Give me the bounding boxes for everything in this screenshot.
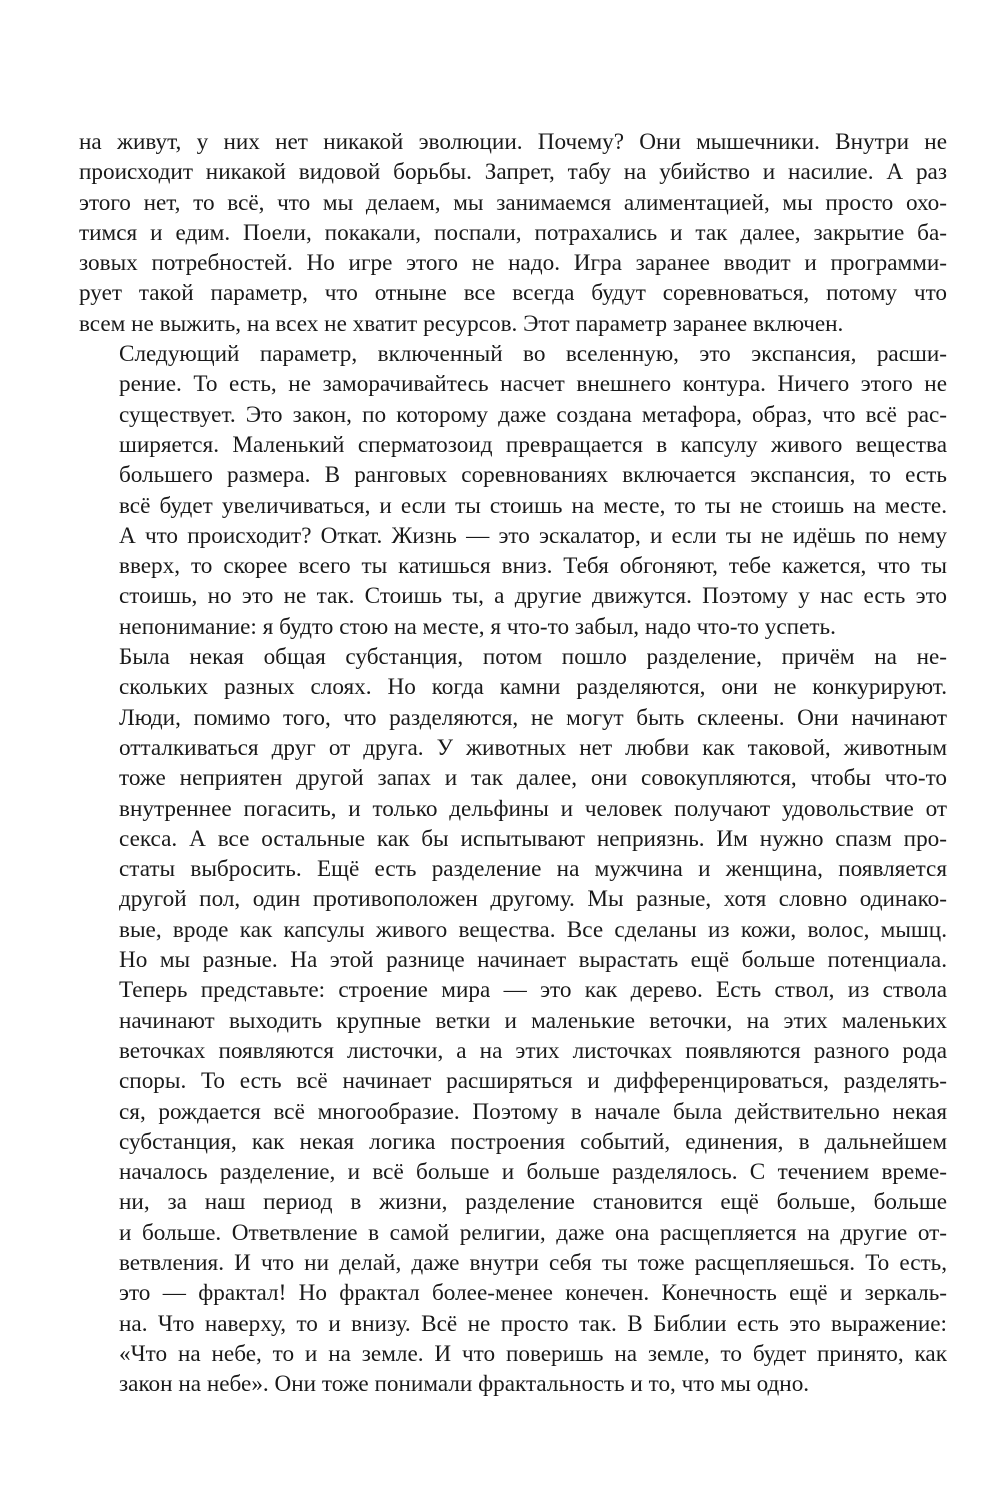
text-line: ветвления. И что ни делай, даже внутри себя ты тоже расщепляешься. То есть, [119,1249,947,1276]
text-line: ся, рождается всё многообразие. Поэтому в начале была действительно некая [119,1098,947,1125]
text-line: всем не выжить, на всех не хватит ресурсов. Этот параметр заранее включен. [79,310,844,337]
text-line: ни, за наш период в жизни, разделение становится ещё больше, больше [119,1189,947,1216]
text-line: большего размера. В ранговых соревнованиях включается экспансия, то есть [119,462,947,489]
text-line: рует такой параметр, что отныне все всегда будут соревноваться, потому что [79,280,947,307]
text-line: на. Что наверху, то и внизу. Всё не просто так. В Библии есть это выражение: [119,1310,947,1337]
text-line: и больше. Ответвление в самой религии, даже она расщепляется на другие от- [119,1219,947,1246]
text-line: споры. То есть всё начинает расширяться и дифференцироваться, разделять- [119,1068,947,1095]
text-line: тимся и едим. Поели, покакали, поспали, потрахались и так далее, закрытие ба- [79,219,947,246]
text-line: Теперь представьте: строение мира — это как дерево. Есть ствол, из ствола [119,977,947,1004]
text-line: секса. А все остальные как бы испытывают неприязнь. Им нужно спазм про- [119,825,947,852]
paragraph-1 [79,127,947,339]
text-line: Была некая общая субстанция, потом пошло разделение, причём на не- [119,644,947,671]
text-line: зовых потребностей. Но игре этого не надо. Игра заранее вводит и программи- [79,250,947,277]
text-line: рение. То есть, не заморачивайтесь насчет внешнего контура. Ничего этого не [119,371,947,398]
text-line: статы выбросить. Ещё есть разделение на мужчина и женщина, появляется [119,856,947,883]
text-line: происходит никакой видовой борьбы. Запрет, табу на убийство и насилие. А раз [79,159,947,186]
paragraph-2 [79,339,947,642]
text-line: тоже неприятен другой запах и так далее, они совокупляются, чтобы что-то [119,765,947,792]
text-line: субстанция, как некая логика построения событий, единения, в дальнейшем [119,1128,947,1155]
text-line: «Что на небе, то и на земле. И что поверишь на земле, то будет принято, как [119,1340,947,1367]
text-line: ширяется. Маленький сперматозоид превращается в капсулу живого вещества [119,431,947,458]
text-line: другой пол, один противоположен другому. Мы разные, хотя словно одинако- [119,886,947,913]
text-line: Следующий параметр, включенный во вселенную, это экспансия, расши- [119,341,947,368]
text-line: непонимание: я будто стою на месте, я что-то забыл, надо что-то успеть. [119,613,836,640]
text-line: веточках появляются листочки, а на этих листочках появляются разного рода [119,1037,947,1064]
text-line: всё будет увеличиваться, и если ты стоишь на месте, то ты не стоишь на месте. [119,492,947,519]
text-line: на живут, у них нет никакой эволюции. Почему? Они мышечники. Внутри не [79,129,947,155]
text-line: этого нет, то всё, что мы делаем, мы занимаемся алиментацией, мы просто охо- [79,189,947,216]
text-line: внутреннее погасить, и только дельфины и человек получают удовольствие от [119,795,947,822]
text-line: вверх, то скорее всего ты катишься вниз. Тебя обгоняют, тебе кажется, что ты [119,553,947,580]
text-line: Люди, помимо того, что разделяются, не могут быть склеены. Они начинают [119,704,947,731]
text-line: начинают выходить крупные ветки и маленькие веточки, на этих маленьких [119,1007,947,1034]
text-line: скольких разных слоях. Но когда камни разделяются, они не конкурируют. [119,674,947,701]
text-line: вые, вроде как капсулы живого вещества. Все сделаны из кожи, волос, мышц. [119,916,947,943]
text-line: А что происходит? Откат. Жизнь — это эскалатор, и если ты не идёшь по нему [119,522,947,549]
text-line: отталкиваться друг от друга. У животных нет любви как таковой, животным [119,734,947,761]
text-line: Но мы разные. На этой разнице начинает вырастать ещё больше потенциала. [119,947,947,974]
text-line: началось разделение, и всё больше и больше разделялось. С течением време- [119,1159,947,1186]
text-line: закон на небе». Они тоже понимали фрактальность и то, что мы одно. [119,1371,810,1398]
text-line: существует. Это закон, по которому даже создана метафора, образ, что всё рас- [119,401,947,428]
text-line: стоишь, но это не так. Стоишь ты, а другие движутся. Поэтому у нас есть это [119,583,947,610]
paragraph-3 [79,642,947,1399]
page-body [79,127,947,1399]
text-line: это — фрактал! Но фрактал более-менее конечен. Конечность ещё и зеркаль- [119,1280,947,1307]
